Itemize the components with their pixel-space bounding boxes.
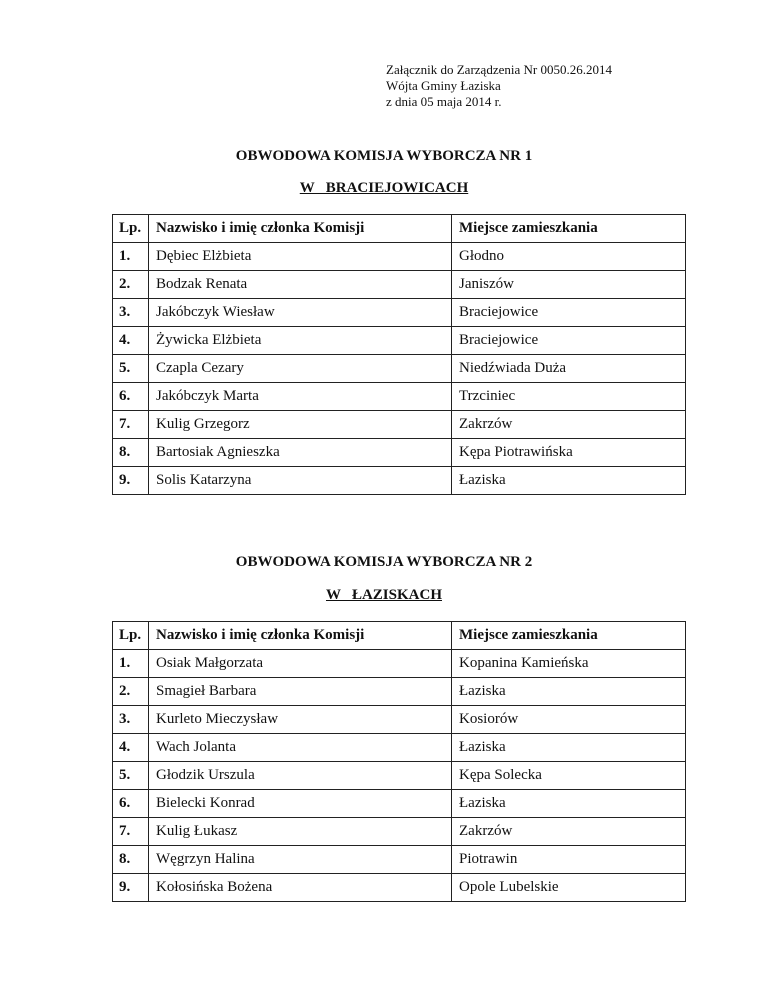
commission-1-title: OBWODOWA KOMISJA WYBORCZA NR 1 xyxy=(235,148,533,164)
row-name: Solis Katarzyna xyxy=(149,467,452,495)
row-name: Kurleto Mieczysław xyxy=(149,706,452,734)
attachment-note-line: Załącznik do Zarządzenia Nr 0050.26.2014 xyxy=(386,62,612,77)
row-name: Wach Jolanta xyxy=(149,734,452,762)
row-lp: 4. xyxy=(113,734,149,762)
table-row xyxy=(113,467,686,495)
row-residence: Zakrzów xyxy=(452,411,686,439)
column-header-lp: Lp. xyxy=(113,622,149,650)
table-row xyxy=(113,299,686,327)
table-row xyxy=(113,439,686,467)
row-residence: Niedźwiada Duża xyxy=(452,355,686,383)
row-lp: 9. xyxy=(113,874,149,902)
row-lp: 2. xyxy=(113,678,149,706)
row-lp: 6. xyxy=(113,790,149,818)
row-residence: Piotrawin xyxy=(452,846,686,874)
commission-1-table xyxy=(112,214,686,495)
row-residence: Braciejowice xyxy=(452,327,686,355)
table-row xyxy=(113,874,686,902)
table-row xyxy=(113,818,686,846)
table-row xyxy=(113,243,686,271)
table-row xyxy=(113,327,686,355)
row-residence: Kosiorów xyxy=(452,706,686,734)
row-residence: Opole Lubelskie xyxy=(452,874,686,902)
row-residence: Zakrzów xyxy=(452,818,686,846)
commission-2-location: W ŁAZISKACH xyxy=(325,587,442,603)
row-lp: 7. xyxy=(113,818,149,846)
row-residence: Kopanina Kamieńska xyxy=(452,650,686,678)
table-row xyxy=(113,650,686,678)
row-lp: 7. xyxy=(113,411,149,439)
row-lp: 8. xyxy=(113,846,149,874)
row-residence: Głodno xyxy=(452,243,686,271)
row-lp: 6. xyxy=(113,383,149,411)
commission-2-title: OBWODOWA KOMISJA WYBORCZA NR 2 xyxy=(235,554,533,570)
row-residence: Trzciniec xyxy=(452,383,686,411)
row-residence: Łaziska xyxy=(452,678,686,706)
row-residence: Kępa Solecka xyxy=(452,762,686,790)
row-residence: Łaziska xyxy=(452,790,686,818)
column-header-residence: Miejsce zamieszkania xyxy=(452,622,686,650)
row-lp: 5. xyxy=(113,355,149,383)
table-row xyxy=(113,411,686,439)
attachment-note-line: Wójta Gminy Łaziska xyxy=(386,78,501,93)
row-residence: Kępa Piotrawińska xyxy=(452,439,686,467)
table-row xyxy=(113,383,686,411)
attachment-note-line: z dnia 05 maja 2014 r. xyxy=(386,94,502,109)
row-name: Kulig Grzegorz xyxy=(149,411,452,439)
row-lp: 2. xyxy=(113,271,149,299)
row-name: Czapla Cezary xyxy=(149,355,452,383)
row-name: Węgrzyn Halina xyxy=(149,846,452,874)
row-name: Jakóbczyk Marta xyxy=(149,383,452,411)
row-name: Kołosińska Bożena xyxy=(149,874,452,902)
row-lp: 3. xyxy=(113,299,149,327)
column-header-lp: Lp. xyxy=(113,215,149,243)
row-name: Bodzak Renata xyxy=(149,271,452,299)
row-lp: 8. xyxy=(113,439,149,467)
table-header-row xyxy=(113,622,686,650)
row-lp: 3. xyxy=(113,706,149,734)
table-row xyxy=(113,762,686,790)
row-name: Jakóbczyk Wiesław xyxy=(149,299,452,327)
row-name: Bartosiak Agnieszka xyxy=(149,439,452,467)
row-lp: 4. xyxy=(113,327,149,355)
row-name: Kulig Łukasz xyxy=(149,818,452,846)
row-lp: 5. xyxy=(113,762,149,790)
row-residence: Łaziska xyxy=(452,467,686,495)
row-lp: 1. xyxy=(113,650,149,678)
column-header-residence: Miejsce zamieszkania xyxy=(452,215,686,243)
table-row xyxy=(113,734,686,762)
column-header-name: Nazwisko i imię członka Komisji xyxy=(149,215,452,243)
row-name: Dębiec Elżbieta xyxy=(149,243,452,271)
row-name: Głodzik Urszula xyxy=(149,762,452,790)
table-row xyxy=(113,846,686,874)
row-name: Bielecki Konrad xyxy=(149,790,452,818)
row-residence: Janiszów xyxy=(452,271,686,299)
table-row xyxy=(113,678,686,706)
row-residence: Braciejowice xyxy=(452,299,686,327)
column-header-name: Nazwisko i imię członka Komisji xyxy=(149,622,452,650)
table-row xyxy=(113,271,686,299)
row-name: Osiak Małgorzata xyxy=(149,650,452,678)
attachment-note xyxy=(386,62,612,110)
table-header-row xyxy=(113,215,686,243)
commission-1-location: W BRACIEJOWICACH xyxy=(299,180,469,196)
table-row xyxy=(113,706,686,734)
table-row xyxy=(113,355,686,383)
row-name: Żywicka Elżbieta xyxy=(149,327,452,355)
table-row xyxy=(113,790,686,818)
row-name: Smagieł Barbara xyxy=(149,678,452,706)
commission-2-table xyxy=(112,621,686,902)
row-lp: 1. xyxy=(113,243,149,271)
row-lp: 9. xyxy=(113,467,149,495)
row-residence: Łaziska xyxy=(452,734,686,762)
